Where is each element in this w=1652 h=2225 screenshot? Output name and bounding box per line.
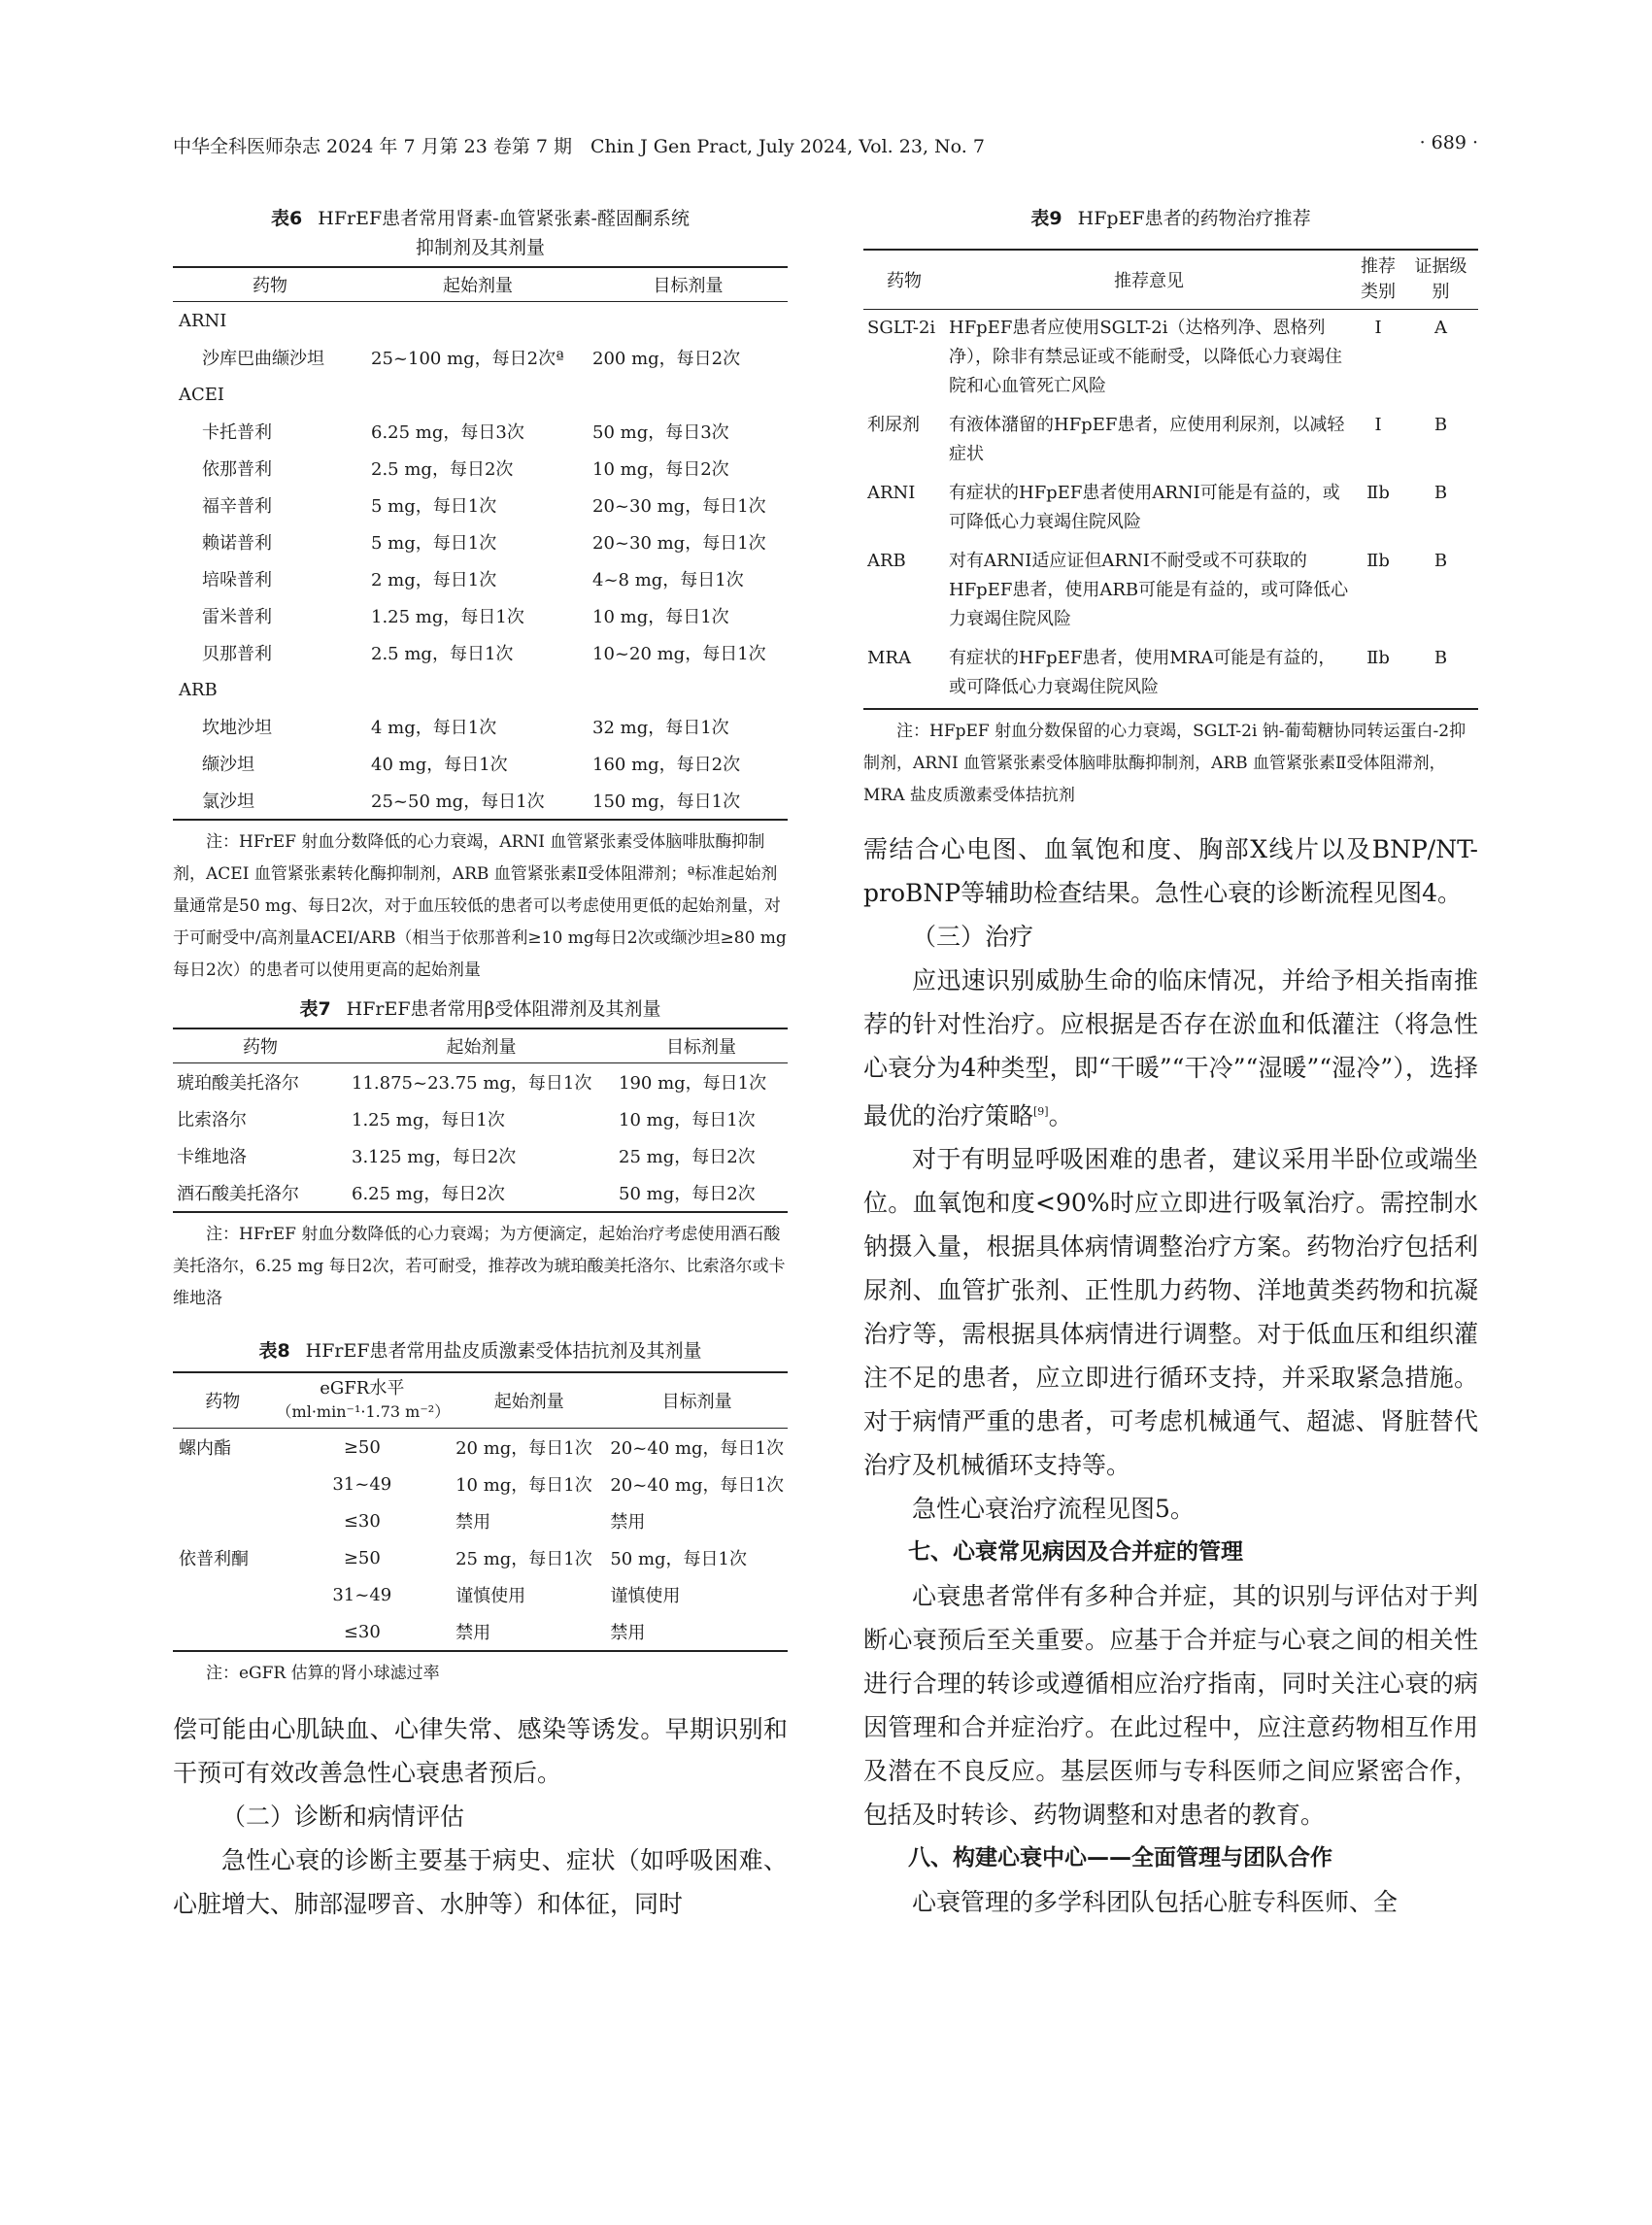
table7-header-start: 起始剂量	[348, 1028, 615, 1063]
table9-level-cell: B	[1433, 648, 1448, 668]
table9-class-cell: Ⅱb	[1366, 648, 1390, 668]
table9-drug-cell: MRA	[867, 648, 911, 668]
table8-drug-cell	[173, 1613, 273, 1651]
table7-drug-cell: 酒石酸美托洛尔	[177, 1184, 299, 1204]
table7-start-cell: 3.125 mg，每日2次	[352, 1147, 517, 1167]
table8-target-cell: 20~40 mg，每日1次	[610, 1475, 784, 1496]
table9-header-class: 推荐类别	[1353, 250, 1403, 310]
table9-caption	[863, 204, 1478, 233]
table6-target-cell: 50 mg，每日3次	[592, 422, 729, 443]
table7-drug-cell: 比索洛尔	[177, 1110, 247, 1130]
table9-level-cell: A	[1434, 318, 1447, 338]
table-row	[173, 634, 788, 671]
table-row	[173, 1613, 788, 1651]
right-paragraph-2	[863, 959, 1478, 1137]
table6-drug-cell: 福辛普利	[202, 496, 272, 517]
table8-drug-cell	[173, 1502, 273, 1539]
table8-egfr-cell: 31~49	[332, 1584, 392, 1605]
table-row	[173, 413, 788, 450]
table6-drug-cell: 氯沙坦	[202, 792, 254, 812]
table9-class-cell: Ⅱb	[1366, 551, 1390, 571]
table8-target-cell: 禁用	[610, 1623, 646, 1643]
table9-drug-cell: ARNI	[867, 483, 916, 503]
table7-drug-cell: 卡维地洛	[177, 1147, 247, 1167]
table-row	[173, 745, 788, 782]
table6-drug-cell: 缬沙坦	[202, 755, 254, 775]
table-row	[173, 1502, 788, 1539]
table8-start-cell: 禁用	[455, 1512, 491, 1533]
table9-level-cell: B	[1433, 415, 1448, 435]
table8-target-cell: 50 mg，每日1次	[610, 1549, 748, 1569]
table6-start-cell: 2.5 mg，每日2次	[371, 459, 514, 480]
table7	[173, 1028, 788, 1213]
right-paragraph-1: 需结合心电图、血氧饱和度、胸部X线片以及BNP/NT-proBNP等辅助检查结果。急性心衰的诊断流程见图4。	[863, 835, 1478, 907]
table6-target-cell: 10 mg，每日1次	[592, 607, 729, 627]
table6-title-line2: 抑制剂及其剂量	[415, 237, 545, 258]
table-row	[173, 1429, 788, 1466]
table6-group-label: ACEI	[179, 384, 225, 405]
table7-target-cell: 10 mg，每日1次	[619, 1110, 756, 1130]
table8-target-cell: 谨慎使用	[610, 1586, 681, 1606]
table6-start-cell: 25~100 mg，每日2次ª	[371, 349, 564, 369]
table8-start-cell: 25 mg，每日1次	[455, 1549, 592, 1569]
table8-start-cell: 20 mg，每日1次	[455, 1438, 592, 1459]
right-paragraph-2-end: 。	[1048, 1101, 1073, 1130]
right-paragraph-3: 对于有明显呼吸困难的患者，建议采用半卧位或端坐位。血氧饱和度<90%时应立即进行吸氧治疗。需控制水钠摄入量，根据具体病情调整治疗方案。药物治疗包括利尿剂、血管扩张剂、正性肌力药物、洋地黄类药物和抗凝治疗等，需根据具体病情进行调整。对于低血压和组织灌注不足的患者，应立即进行循环支持，并采取紧急措施。对于病情严重的患者，可考虑机械通气、超滤、肾脏替代治疗及机械循环支持等。	[863, 1145, 1478, 1480]
table9-header-drug: 药物	[863, 250, 945, 310]
table9-title: HFpEF患者的药物治疗推荐	[1077, 208, 1311, 229]
table6-header-start: 起始剂量	[367, 267, 589, 302]
table8-note: 注：eGFR 估算的肾小球滤过率	[206, 1664, 440, 1683]
table7-note: 注：HFrEF 射血分数降低的心力衰竭；为方便滴定，起始治疗考虑使用酒石酸美托洛尔，6.25 mg 每日2次，若可耐受，推荐改为琥珀酸美托洛尔、比索洛尔或卡维地洛	[173, 1225, 786, 1308]
table6-title-line1: HFrEF患者常用肾素-血管紧张素-醛固酮系统	[318, 208, 690, 229]
right-paragraph-4: 急性心衰治疗流程见图5。	[912, 1495, 1195, 1524]
table7-caption	[173, 995, 788, 1024]
table6-note: 注：HFrEF 射血分数降低的心力衰竭，ARNI 血管紧张素受体脑啡肽酶抑制剂，ACEI 血管紧张素转化酶抑制剂，ARB 血管紧张素Ⅱ受体阻滞剂；ª标准起始剂量通常是50 mg、每日2次，对于血压较低的患者可以考虑使用更低的起始剂量，对于可耐受中/高剂量ACEI/ARB（相当于依那普利≥10 mg每日2次或缬沙坦≥80 mg每日2次）的患者可以使用更高的起始剂量	[173, 832, 787, 980]
right-body-text	[863, 827, 1478, 1924]
table9-drug-cell: SGLT-2i	[867, 318, 936, 338]
table6-target-cell: 20~30 mg，每日1次	[592, 533, 766, 554]
table8-start-cell: 10 mg，每日1次	[455, 1475, 592, 1496]
table-row	[173, 782, 788, 820]
table9	[863, 249, 1478, 710]
left-paragraph-2: 急性心衰的诊断主要基于病史、症状（如呼吸困难、心脏增大、肺部湿啰音、水肿等）和体征，同时	[173, 1846, 788, 1918]
table9-drug-cell: 利尿剂	[867, 415, 920, 435]
table7-target-cell: 25 mg，每日2次	[619, 1147, 756, 1167]
table6-start-cell: 25~50 mg，每日1次	[371, 792, 545, 812]
table-row	[173, 376, 788, 413]
table8-header-egfr	[273, 1372, 453, 1429]
table-row	[173, 302, 788, 340]
table8-drug-cell: 依普利酮	[179, 1549, 249, 1569]
table-row	[173, 1576, 788, 1613]
table8-start-cell: 谨慎使用	[455, 1586, 526, 1606]
table9-rec-cell: 有液体潴留的HFpEF患者，应使用利尿剂，以减轻症状	[949, 415, 1345, 464]
table8-header-egfr-label: eGFR水平	[320, 1378, 405, 1399]
table-row	[173, 560, 788, 597]
table6-header-drug: 药物	[173, 267, 367, 302]
table8-egfr-cell: ≥50	[343, 1547, 381, 1568]
section-heading-7: 七、心衰常见病因及合并症的管理	[908, 1539, 1243, 1566]
right-paragraph-2-text: 应迅速识别威胁生命的临床情况，并给予相关指南推荐的针对性治疗。应根据是否存在淤血和低灌注（将急性心衰分为4种类型，即“干暖”“干冷”“湿暖”“湿冷”），选择最优的治疗策略	[863, 966, 1478, 1130]
table8-header-start: 起始剂量	[452, 1372, 606, 1429]
table6-start-cell: 6.25 mg，每日3次	[371, 422, 524, 443]
table7-drug-cell: 琥珀酸美托洛尔	[177, 1073, 299, 1094]
table9-class-cell: Ⅱb	[1366, 483, 1390, 503]
table9-class-cell: Ⅰ	[1374, 415, 1382, 435]
table9-class-cell: Ⅰ	[1374, 318, 1382, 338]
page-number: · 689 ·	[1419, 132, 1478, 153]
table6-start-cell: 5 mg，每日1次	[371, 496, 497, 517]
table8-title: HFrEF患者常用盐皮质激素受体拮抗剂及其剂量	[305, 1340, 702, 1362]
table-row	[173, 671, 788, 708]
table-row	[863, 640, 1478, 709]
table8-target-cell: 禁用	[610, 1512, 646, 1533]
table8-header-egfr-unit: （ml·min⁻¹·1.73 m⁻²）	[276, 1402, 451, 1421]
table8-start-cell: 禁用	[455, 1623, 491, 1643]
table6-target-cell: 4~8 mg，每日1次	[592, 570, 744, 590]
table-row	[173, 708, 788, 745]
table6-drug-cell: 坎地沙坦	[202, 718, 272, 738]
table8-header-target: 目标剂量	[606, 1372, 788, 1429]
right-column	[863, 204, 1478, 1924]
table-row	[173, 1100, 788, 1137]
table9-rec-cell: HFpEF患者应使用SGLT-2i（达格列净、恩格列净），除非有禁忌证或不能耐受，以降低心力衰竭住院和心血管死亡风险	[949, 318, 1342, 396]
table-row	[173, 1137, 788, 1174]
table7-start-cell: 6.25 mg，每日2次	[352, 1184, 505, 1204]
table7-header-drug: 药物	[173, 1028, 348, 1063]
table-row	[173, 1063, 788, 1101]
table6-start-cell: 2.5 mg，每日1次	[371, 644, 514, 664]
table9-note: 注：HFpEF 射血分数保留的心力衰竭，SGLT-2i 钠-葡萄糖协同转运蛋白-2抑制剂，ARNI 血管紧张素受体脑啡肽酶抑制剂，ARB 血管紧张素Ⅱ受体阻滞剂，MRA 盐皮质激素受体拮抗剂	[863, 722, 1467, 805]
table9-rec-cell: 有症状的HFpEF患者使用ARNI可能是有益的，或可降低心力衰竭住院风险	[949, 483, 1340, 532]
table-row	[173, 1466, 788, 1502]
section-heading-diagnosis: （二）诊断和病情评估	[221, 1803, 465, 1831]
table8-target-cell: 20~40 mg，每日1次	[610, 1438, 784, 1459]
table9-header-level: 证据级别	[1403, 250, 1478, 310]
table6-target-cell: 32 mg，每日1次	[592, 718, 729, 738]
table6-drug-cell: 培哚普利	[202, 570, 272, 590]
table6-start-cell: 5 mg，每日1次	[371, 533, 497, 554]
table9-rec-cell: 有症状的HFpEF患者，使用MRA可能是有益的，或可降低心力衰竭住院风险	[949, 648, 1336, 697]
table-row	[863, 310, 1478, 408]
table-row	[863, 407, 1478, 475]
table-row	[173, 450, 788, 487]
table8-egfr-cell: ≤30	[343, 1510, 381, 1532]
table6-caption	[173, 204, 788, 262]
table6-drug-cell: 卡托普利	[202, 422, 272, 443]
table-row	[863, 475, 1478, 543]
table-row	[863, 543, 1478, 640]
table6-group-label: ARB	[179, 679, 218, 700]
table6	[173, 266, 788, 821]
table6-target-cell: 150 mg，每日1次	[592, 792, 741, 812]
table8-caption	[173, 1336, 788, 1365]
left-paragraph-1: 偿可能由心肌缺血、心律失常、感染等诱发。早期识别和干预可有效改善急性心衰患者预后。	[173, 1715, 788, 1787]
table8-egfr-cell: ≤30	[343, 1621, 381, 1642]
table7-label: 表7	[299, 998, 331, 1020]
table6-target-cell: 20~30 mg，每日1次	[592, 496, 766, 517]
table7-title: HFrEF患者常用β受体阻滞剂及其剂量	[346, 998, 661, 1020]
table8	[173, 1371, 788, 1652]
table6-start-cell: 4 mg，每日1次	[371, 718, 497, 738]
table6-group-label: ARNI	[179, 310, 227, 331]
table6-target-cell: 200 mg，每日2次	[592, 349, 741, 369]
table6-header-target: 目标剂量	[589, 267, 788, 302]
table7-start-cell: 1.25 mg，每日1次	[352, 1110, 505, 1130]
table9-header-rec: 推荐意见	[945, 250, 1353, 310]
table6-drug-cell: 雷米普利	[202, 607, 272, 627]
table6-drug-cell: 贝那普利	[202, 644, 272, 664]
citation-ref: [9]	[1033, 1105, 1049, 1118]
table6-drug-cell: 赖诺普利	[202, 533, 272, 554]
table6-target-cell: 10 mg，每日2次	[592, 459, 729, 480]
table-row	[173, 1174, 788, 1212]
table6-target-cell: 10~20 mg，每日1次	[592, 644, 766, 664]
table9-label: 表9	[1030, 208, 1062, 229]
table8-header-drug: 药物	[173, 1372, 273, 1429]
running-header	[173, 132, 1478, 158]
table8-egfr-cell: 31~49	[332, 1473, 392, 1495]
journal-header: 中华全科医师杂志 2024 年 7 月第 23 卷第 7 期 Chin J Gen Pract, July 2024, Vol. 23, No. 7	[173, 136, 985, 157]
table-row	[173, 339, 788, 376]
table8-label: 表8	[258, 1340, 290, 1362]
table9-level-cell: B	[1433, 483, 1448, 503]
section-heading-8: 八、构建心衰中心——全面管理与团队合作	[908, 1845, 1332, 1871]
table8-drug-cell	[173, 1466, 273, 1502]
table7-target-cell: 50 mg，每日2次	[619, 1184, 756, 1204]
table7-header-target: 目标剂量	[615, 1028, 788, 1063]
table6-label: 表6	[271, 208, 303, 229]
table6-drug-cell: 沙库巴曲缬沙坦	[202, 349, 324, 369]
table8-drug-cell	[173, 1576, 273, 1613]
table9-level-cell: B	[1433, 551, 1448, 571]
right-paragraph-6: 心衰管理的多学科团队包括心脏专科医师、全	[912, 1888, 1399, 1917]
table-row	[173, 523, 788, 560]
table6-start-cell: 2 mg，每日1次	[371, 570, 497, 590]
table6-start-cell: 1.25 mg，每日1次	[371, 607, 524, 627]
table8-egfr-cell: ≥50	[343, 1436, 381, 1458]
table-row	[173, 1539, 788, 1576]
table7-start-cell: 11.875~23.75 mg，每日1次	[352, 1073, 592, 1094]
table9-rec-cell: 对有ARNI适应证但ARNI不耐受或不可获取的HFpEF患者，使用ARB可能是有益的，或可降低心力衰竭住院风险	[949, 551, 1349, 629]
table6-drug-cell: 依那普利	[202, 459, 272, 480]
table9-drug-cell: ARB	[867, 551, 906, 571]
left-column	[173, 204, 788, 1926]
table-row	[173, 597, 788, 634]
table6-target-cell: 160 mg，每日2次	[592, 755, 741, 775]
table-row	[173, 487, 788, 523]
table7-target-cell: 190 mg，每日1次	[619, 1073, 767, 1094]
left-body-text	[173, 1707, 788, 1926]
right-paragraph-5: 心衰患者常伴有多种合并症，其的识别与评估对于判断心衰预后至关重要。应基于合并症与心衰之间的相关性进行合理的转诊或遵循相应治疗指南，同时关注心衰的病因管理和合并症治疗。在此过程中，应注意药物相互作用及潜在不良反应。基层医师与专科医师之间应紧密合作，包括及时转诊、药物调整和对患者的教育。	[863, 1582, 1478, 1830]
table8-drug-cell: 螺内酯	[179, 1438, 231, 1459]
table6-start-cell: 40 mg，每日1次	[371, 755, 508, 775]
section-heading-treatment: （三）治疗	[912, 923, 1034, 951]
